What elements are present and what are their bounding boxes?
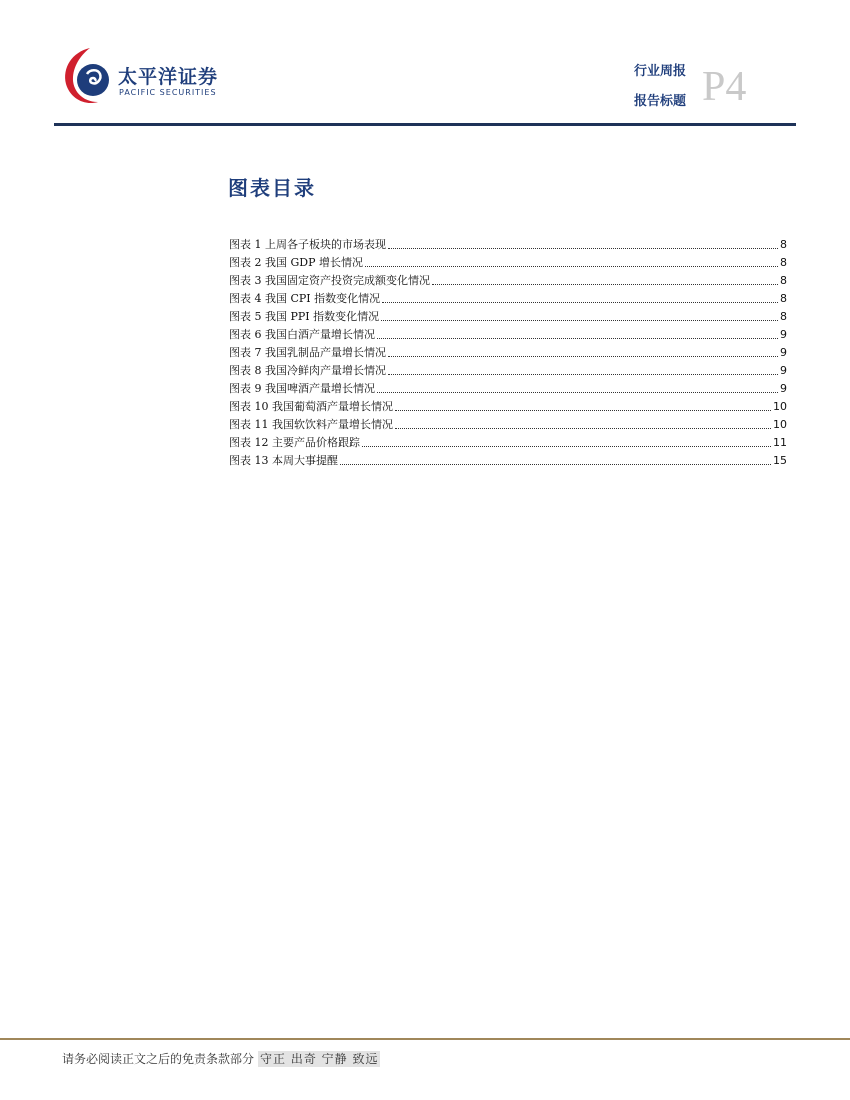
toc-entry-label: 图表 3 我国固定资产投资完成额变化情况: [229, 274, 430, 287]
toc-entry[interactable]: [229, 254, 787, 272]
toc-entry-page: 8: [780, 274, 787, 287]
toc-entry-page: 8: [780, 310, 787, 323]
toc-entry[interactable]: [229, 434, 787, 452]
toc-entry-label: 图表 7 我国乳制品产量增长情况: [229, 346, 386, 359]
toc-entry[interactable]: [229, 290, 787, 308]
toc-entry[interactable]: [229, 398, 787, 416]
footer-disclaimer: 请务必阅读正文之后的免责条款部分: [62, 1052, 255, 1066]
toc-leader-dots: [432, 283, 778, 285]
toc-leader-dots: [388, 373, 778, 375]
toc-entry-page: 10: [773, 418, 787, 431]
toc-entry-page: 9: [780, 328, 787, 341]
toc-entry-label: 图表 13 本周大事提醒: [229, 454, 338, 467]
toc-leader-dots: [395, 409, 771, 411]
toc-leader-dots: [365, 265, 778, 267]
toc-entry-page: 15: [773, 454, 787, 467]
toc-entry-label: 图表 11 我国软饮料产量增长情况: [229, 418, 393, 431]
report-title: 报告标题: [633, 94, 686, 109]
toc-entry[interactable]: [229, 272, 787, 290]
toc-entry-page: 8: [780, 292, 787, 305]
toc-entry[interactable]: [229, 362, 787, 380]
toc-entry-label: 图表 5 我国 PPI 指数变化情况: [229, 310, 380, 323]
toc-entry-label: 图表 10 我国葡萄酒产量增长情况: [229, 400, 393, 413]
toc-entry[interactable]: [229, 326, 787, 344]
toc-entry[interactable]: [229, 380, 787, 398]
toc-entry-label: 图表 1 上周各子板块的市场表现: [229, 238, 386, 251]
toc-entry-label: 图表 9 我国啤酒产量增长情况: [229, 382, 375, 395]
toc-entry[interactable]: [229, 416, 787, 434]
report-type: 行业周报: [633, 64, 686, 79]
toc-leader-dots: [395, 427, 771, 429]
toc-leader-dots: [381, 319, 778, 321]
toc-leader-dots: [388, 355, 778, 357]
company-logo: [60, 44, 230, 114]
toc-leader-dots: [362, 445, 771, 447]
toc-leader-dots: [340, 463, 771, 465]
logo-chinese-name: 太平洋证券: [118, 66, 219, 88]
page-number: P4: [702, 64, 747, 110]
pacific-securities-logo-icon: [60, 44, 116, 108]
toc-entry-page: 8: [780, 238, 787, 251]
header-divider: [54, 123, 796, 126]
toc-entry-page: 10: [773, 400, 787, 413]
toc-leader-dots: [377, 391, 778, 393]
toc-entry[interactable]: [229, 452, 787, 470]
toc-entry-page: 9: [780, 364, 787, 377]
footer-motto: 守正 出奇 宁静 致远: [260, 1052, 379, 1066]
chart-table-of-contents: [229, 236, 787, 470]
toc-leader-dots: [388, 247, 778, 249]
toc-entry-label: 图表 2 我国 GDP 增长情况: [229, 256, 363, 269]
toc-entry-label: 图表 4 我国 CPI 指数变化情况: [229, 292, 381, 305]
logo-english-name: PACIFIC SECURITIES: [119, 88, 217, 97]
toc-entry-label: 图表 12 主要产品价格跟踪: [229, 436, 360, 449]
footer: [62, 1050, 380, 1067]
toc-entry[interactable]: [229, 308, 787, 326]
toc-heading: 图表目录: [228, 176, 316, 200]
toc-leader-dots: [377, 337, 778, 339]
toc-entry-page: 9: [780, 382, 787, 395]
toc-leader-dots: [382, 301, 778, 303]
toc-entry-label: 图表 8 我国冷鲜肉产量增长情况: [229, 364, 386, 377]
toc-entry-page: 8: [780, 256, 787, 269]
footer-divider: [0, 1038, 850, 1040]
toc-entry-page: 11: [773, 436, 787, 449]
toc-entry-label: 图表 6 我国白酒产量增长情况: [229, 328, 375, 341]
toc-entry-page: 9: [780, 346, 787, 359]
toc-entry[interactable]: [229, 344, 787, 362]
toc-entry[interactable]: [229, 236, 787, 254]
